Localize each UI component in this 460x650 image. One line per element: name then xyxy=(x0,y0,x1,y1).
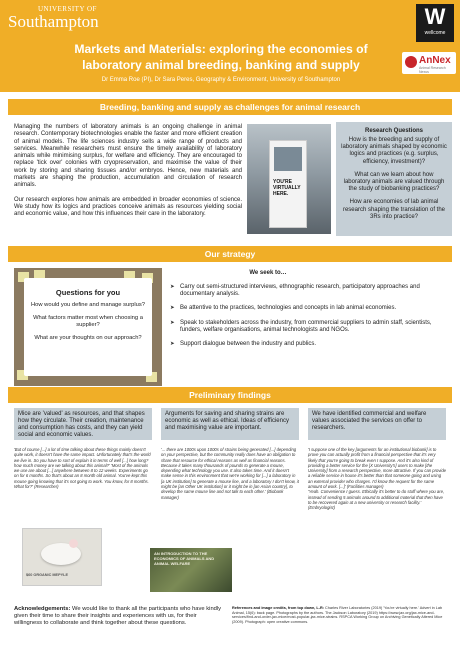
section-heading-findings: Preliminary findings xyxy=(8,387,452,403)
exhibition-banner-photo xyxy=(247,124,331,234)
we-seek-item: ➤ Be attentive to the practices, technologies and concepts in lab animal economies. xyxy=(170,305,450,312)
questions-card-title: Questions for you xyxy=(55,288,121,297)
book-cover-image xyxy=(150,548,232,592)
intro-paragraph-2: Our research explores how animals are embedded in broader economies of science. We study how its logics and practices conceive animals as resources yielding social and economic value, and how this influences their care in the laboratory. xyxy=(14,196,242,218)
question-item: What are your thoughts on our approach? xyxy=(34,335,142,341)
mouse-ear-shape xyxy=(69,539,78,548)
finding-quote: 'I suppose one of the key [arguments for an institutional biobank] is to prove you can actually profit from a financial perspective that it's very likely that you're going to break even I suppose. And it's also kind of providing a better service for the [X University's] users to make [the University] from a research perspective, more attractive. If you can provide a reliable service in house it's better than that someone going and using an external provider who charges. I'd know the request for the same amount of work. [...]' (Facilities manager) 'Yeah. Convenience I guess. Ethically it's better to do stuff where you are, instead of sending 5 animals around to additional material that then have to be recovered again at a new university or research facility.' (Embryologist) xyxy=(308,447,447,511)
question-item: How would you define and manage surplus? xyxy=(30,302,146,308)
wellcome-text: wellcome xyxy=(424,30,446,36)
questions-card xyxy=(24,278,152,376)
mouse-product-image xyxy=(22,528,102,586)
banner-text: YOU'RE VIRTUALLY HERE. xyxy=(273,179,301,197)
banner-image xyxy=(274,147,302,171)
question-item: What factors matter most when choosing a supplier? xyxy=(33,315,143,328)
finding-heading: We have identified commercial and welfare values associated the services on offer to researchers. xyxy=(308,408,446,440)
we-seek-item: ➤ Support dialogue between the industry and publics. xyxy=(170,341,450,348)
finding-quote: 'But of course [...] a lot of time talking about these things mainly doesn't quite work, it doesn't have the same impact. Unfortunately that's the world we live in. So you have to sort of explain it in terms of well [...] how long? how much money are we talking about this animal?' 'Most of the animals we use are about [...] anywhere between 8 to 12 weeks. Experiments go on for 6 months. So that's about an 8 month old animal. You've kept this mouse going knowing that it's not going to work. You know, for 8 months. What for?' (Researcher) xyxy=(14,447,151,490)
references-text: Charles River Laboratories (2019) 'You're virtually here.' Advert in Lab Animal, 15(6): back page. Photographs by the authors. The Jackson Laboratory (2019) https://www.jax.org/jax-mice-and-services/find-and-order-jax-mice/most-popular-jax-mice-strains. RSPCA Working Group on Archiving Genetically Altered Mice (2009). Photograph: open creative commons. xyxy=(232,606,443,624)
we-seek-heading: We seek to… xyxy=(249,270,287,276)
acknowledgements xyxy=(14,606,224,627)
poster-header xyxy=(0,0,460,92)
references-label: References and image credits, from top down, L-R: xyxy=(232,606,324,610)
annex-subtext: Animal Research Nexus xyxy=(419,66,446,74)
we-seek-list xyxy=(170,284,450,355)
annex-logo-icon xyxy=(405,56,417,68)
finding-heading: Arguments for saving and sharing strains are economic as well as ethical. Ideas of efficiency and maximising value are important. xyxy=(161,408,299,440)
university-of-text: UNIVERSITY OF xyxy=(38,5,97,13)
research-question: How are economies of lab animal research shaping the translation of the 3Rs into practice? xyxy=(342,199,446,220)
university-name: Southampton xyxy=(8,12,99,31)
wellcome-mark: W xyxy=(424,4,446,29)
university-logo xyxy=(8,6,99,30)
annex-logo xyxy=(402,52,456,74)
section-heading-breeding: Breeding, banking and supply as challenges for animal research xyxy=(8,99,452,115)
book-cover-title: AN INTRODUCTION TO THE ECONOMICS OF ANIMALS AND ANIMAL WELFARE xyxy=(154,551,215,566)
wellcome-logo xyxy=(416,4,454,42)
banner-stand xyxy=(269,140,307,228)
intro-paragraph-1: Managing the numbers of laboratory animals is an ongoing challenge in animal research. Contemporary biotechnologies enable the faster and more efficient creation of animal models. The life sciences industry sells a wide range of products and services. Meanwhile researchers must ensure the timely availability of laboratory animals while minimising surplus, for welfare and efficiency. They are encouraged to replace 'tick over' colonies with cryopreservation, and maximise the value of their work by storing and sharing tissues and/or embryos. Hence, new materials and markets are shaping the production, accumulation and circulation of research animals. xyxy=(14,124,242,189)
we-seek-item: ➤ Carry out semi-structured interviews, ethnographic research, participatory approaches and documentary analysis. xyxy=(170,284,450,298)
finding-heading: Mice are 'valued' as resources, and that shapes how they circulate. Their creation, maintenance and consumption has costs, and they can yield social and economic values. xyxy=(14,408,152,440)
section-heading-strategy: Our strategy xyxy=(8,246,452,262)
research-questions-heading: Research Questions xyxy=(364,128,424,134)
intro-text xyxy=(14,124,242,226)
references xyxy=(232,606,450,624)
sticky-notes-board-photo xyxy=(14,268,162,386)
research-questions-box xyxy=(336,122,452,236)
research-question: What can we learn about how laboratory animals are valued through the study of biobanking practices? xyxy=(343,171,445,193)
mouse-image-caption: $60 ORGANIC MEPYLE xyxy=(26,573,68,577)
we-seek-item: ➤ Speak to stakeholders across the industry, from commercial suppliers to admin staff, scientists, funders, welfare organisations, animal technologists and NGOs. xyxy=(170,320,450,334)
finding-quote: '... there are 1000s upon 1000s of strains being generated [...] depending on your perspective, but the community really does have an obligation to share that resource for ethical reasons as well as financial reasons. Because it takes many thousands of pounds to generate a mouse, depending what technology you use. It also takes time. And it doesn't make sense in this environment that we're working for [...] a laboratory in [a UK institution] to generate a mouse line, and a laboratory I don't know, it might be [an Other UK institution] or it might be in [an Asian country], to develop the same mouse line and not talk to each other.' (Biobank manager) xyxy=(161,447,299,500)
acknowledgements-label: Acknowledgements: xyxy=(14,606,71,612)
acknowledgements-text: We would like to thank all the participants who have kindly given their time to share their insights and experiences with us, for their willingness to collaborate and think together about these questions. xyxy=(14,606,222,626)
poster-authors: Dr Emma Roe (PI), Dr Sara Peres, Geography & Environment, University of Southampton xyxy=(101,77,341,83)
annex-text: AnNex xyxy=(419,55,451,66)
research-question: How is the breeding and supply of laboratory animals shaped by economic logics and practices (e.g. surplus, efficiency, investment)? xyxy=(341,137,447,165)
poster-title: Markets and Materials: exploring the economies of laboratory animal breeding, banking and supply xyxy=(74,42,368,72)
